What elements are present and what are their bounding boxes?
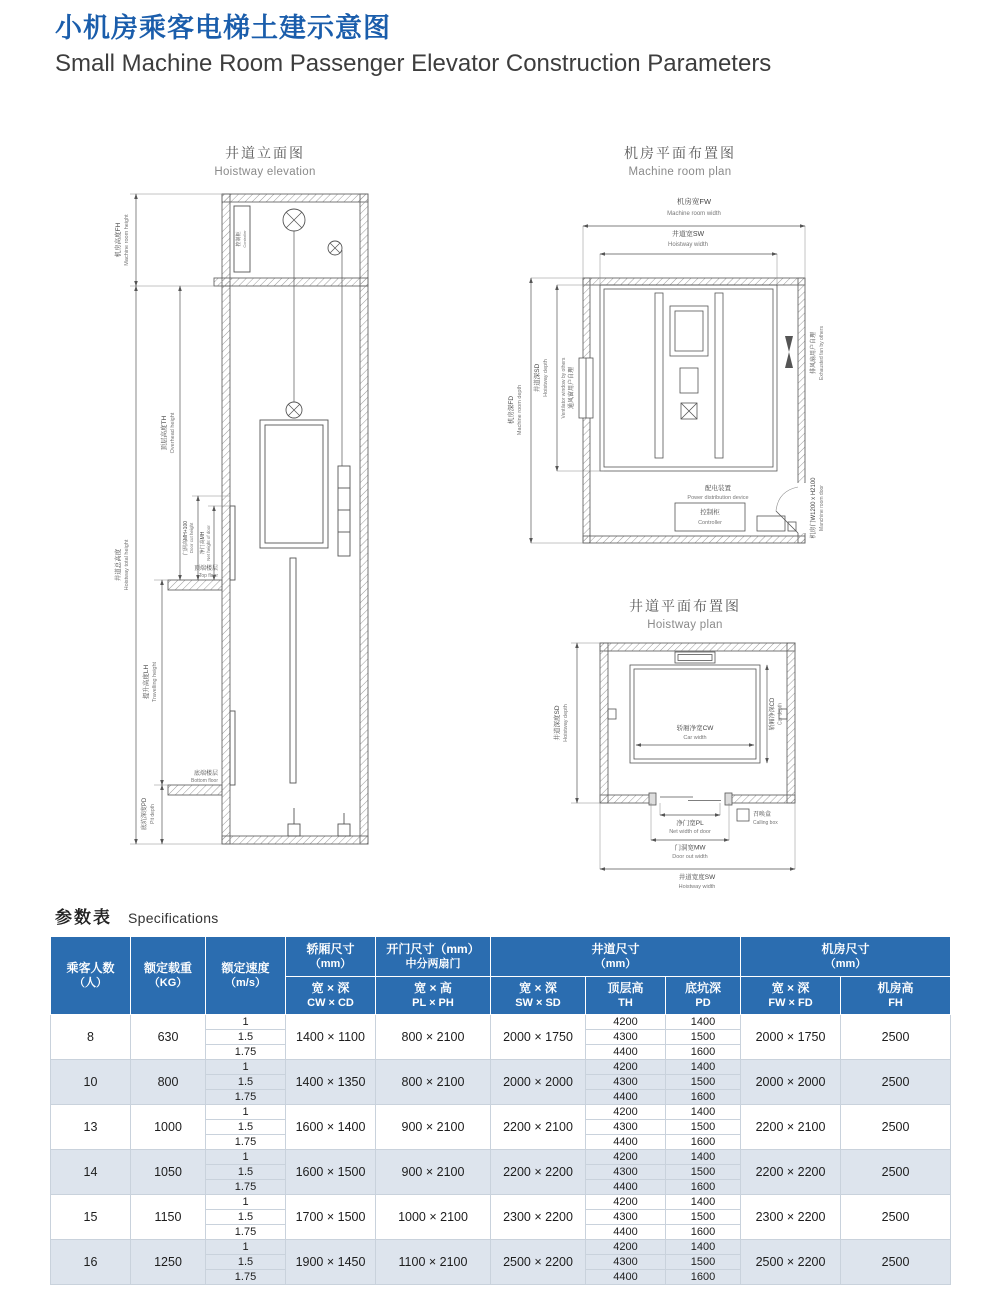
hoistway-depth-plan-label-en: Hoistway depth [563,704,569,742]
table-cell: 1400 [666,1105,741,1120]
table-cell: 2500 × 2200 [741,1240,841,1285]
machine-room-door-label-zh: 机房门W1200 x H2100 [811,477,817,539]
table-cell: 14 [51,1150,131,1195]
table-cell: 1600 [666,1045,741,1060]
cwt-buffer [338,824,350,836]
hoistway-total-height-label-zh: 井道总高度 [115,548,122,582]
page-title-zh: 小机房乘客电梯土建示意图 [55,13,391,43]
table-cell: 4300 [586,1030,666,1045]
page-title-en: Small Machine Room Passenger Elevator Construction Parameters [55,50,772,77]
exhaust-fan-symbol [785,336,793,368]
exhaust-fan-label-zh: 排风扇用户自理 [811,331,817,375]
table-cell: 4300 [586,1255,666,1270]
table-cell: 2500 [841,1060,951,1105]
table-cell: 1.5 [206,1120,286,1135]
table-cell: 1700 × 1500 [286,1195,376,1240]
machine-room-door-label-en: Manchine room door [819,485,825,531]
table-cell: 1500 [666,1165,741,1180]
table-cell: 900 × 2100 [376,1105,491,1150]
top-floor-label-zh: 顶端楼层 [193,566,218,572]
hoistway-plan-diagram [515,633,835,895]
table-cell: 4300 [586,1165,666,1180]
top-floor-label-en: Top floor [198,573,218,579]
table-cell: 10 [51,1060,131,1105]
table-cell: 1.75 [206,1225,286,1240]
power-unit [757,516,785,531]
table-cell: 2500 × 2200 [491,1240,586,1285]
table-cell: 1600 × 1400 [286,1105,376,1150]
table-cell: 1.5 [206,1165,286,1180]
hoistway-plan-title [545,596,825,631]
guide-rail [290,558,296,783]
table-cell: 4200 [586,1240,666,1255]
table-cell: 4200 [586,1015,666,1030]
table-cell: 1600 [666,1135,741,1150]
table-cell: 1400 × 1350 [286,1060,376,1105]
table-cell: 1400 [666,1060,741,1075]
table-cell: 1400 × 1100 [286,1015,376,1060]
table-cell: 1 [206,1150,286,1165]
hoistway-width-plan-label-en: Hoistway width [678,884,716,890]
table-cell: 1 [206,1195,286,1210]
machine-room-plan-title [540,143,820,178]
table-cell: 15 [51,1195,131,1240]
col-hoistway-size-group: 井道尺寸 （mm） [491,937,741,977]
table-cell: 1500 [666,1075,741,1090]
table-cell: 1600 [666,1270,741,1285]
overhead-height-label-en: Overhead height [170,412,176,454]
door-jamb-left [649,793,656,805]
bottom-floor-label-en: Bottom floor [191,778,218,784]
table-cell: 2500 [841,1015,951,1060]
table-cell: 2500 [841,1195,951,1240]
specs-table-body [51,1015,951,1285]
hoistway-width-label-zh: 井道宽SW [671,231,705,238]
table-cell: 2000 × 1750 [741,1015,841,1060]
door-cut-height-label-en: Door cut height [189,522,194,554]
calling-box-label-zh: 召唤盒 [753,812,772,818]
counterweight [338,466,350,556]
table-cell: 1400 [666,1195,741,1210]
table-cell: 1 [206,1015,286,1030]
table-cell: 1000 × 2100 [376,1195,491,1240]
col-load: 额定载重 （KG） [131,937,206,1015]
landing-door-bottom [230,711,235,785]
controller-box-label-zh: 控制柜 [700,509,720,516]
table-cell: 4400 [586,1135,666,1150]
hoistway-plan-title-en: Hoistway plan [647,619,723,631]
subcol-top-height: 顶层高 TH [586,977,666,1015]
table-cell: 4200 [586,1150,666,1165]
subcol-car-wd: 宽 × 深 CW × CD [286,977,376,1015]
table-cell: 4400 [586,1180,666,1195]
table-cell: 1250 [131,1240,206,1285]
pit-depth-label-zh: 底坑深度PD [142,797,148,831]
col-machine-size-group: 机房尺寸 （mm） [741,937,951,977]
car-depth-label-en: Car depth [777,703,784,725]
hoistway-walls [600,643,795,803]
table-cell: 630 [131,1015,206,1060]
hoistway-depth-label-en: Hoistway depth [543,359,549,397]
table-cell: 1050 [131,1150,206,1195]
hoistway-depth-label-zh: 井道深SD [534,363,541,393]
table-cell: 1.5 [206,1210,286,1225]
controller-box [675,503,745,531]
table-cell: 2200 × 2200 [741,1150,841,1195]
table-cell: 1600 × 1500 [286,1150,376,1195]
door-cut-width-label-zh: 门洞宽MW [674,844,706,852]
table-cell: 2200 × 2100 [491,1105,586,1150]
door-cut-width-label-en: Door out width [672,854,708,860]
table-cell: 4400 [586,1225,666,1240]
table-cell: 4200 [586,1105,666,1120]
subcol-hoistway-wd: 宽 × 深 SW × SD [491,977,586,1015]
machine-room-plan-diagram [505,188,850,563]
specs-heading-zh: 参数表 [55,908,112,927]
machine-room-height-label-zh: 机房高度FH [115,222,122,258]
table-cell: 900 × 2100 [376,1150,491,1195]
table-cell: 1.75 [206,1270,286,1285]
col-speed: 额定速度 （m/s） [206,937,286,1015]
car-width-label-en: Car width [683,735,707,741]
machine-room-depth-label-zh: 机房深FD [508,395,515,425]
controller-box-label-en: Controller [698,520,722,526]
traction-machine [670,306,708,356]
hoistway-width-plan-label-zh: 井道宽度SW [678,874,716,881]
specs-heading-en: Specifications [128,910,219,926]
car-width-label-zh: 轿厢净宽CW [676,725,714,732]
travelling-height-label-en: Travelling height [152,661,158,703]
table-cell: 1600 [666,1090,741,1105]
table-cell: 8 [51,1015,131,1060]
table-cell: 4200 [586,1060,666,1075]
rail-bracket-left [608,709,616,719]
net-door-height-label-en: Net height of door [206,525,211,561]
overhead-height-label-zh: 顶层高度TH [161,415,168,451]
table-cell: 2300 × 2200 [491,1195,586,1240]
table-cell: 800 × 2100 [376,1015,491,1060]
net-door-height-label-zh: 净门高MH [200,531,206,555]
table-cell: 1500 [666,1030,741,1045]
specs-table-header [51,937,951,1015]
landing-door-top [230,506,235,580]
table-cell: 1.5 [206,1030,286,1045]
table-cell: 1.5 [206,1075,286,1090]
controller-label-zh: 控制柜 [236,231,242,247]
col-door-size: 开门尺寸（mm） 中分两扇门 [376,937,491,977]
counterweight-plan [675,652,715,663]
table-cell: 4400 [586,1270,666,1285]
pit-depth-label-en: Pit depth [150,804,156,824]
table-cell: 800 × 2100 [376,1060,491,1105]
power-device-label-zh: 配电装置 [705,485,731,492]
table-cell: 1900 × 1450 [286,1240,376,1285]
ventilator-label-zh: 通风窗用户自理 [569,366,575,410]
machine-room-depth-label-en: Machine room depth [517,384,523,436]
hoistway-elevation-title [115,143,415,178]
power-device-label-en: Power distribution device [687,495,749,501]
hoistway-outline [600,285,777,471]
table-row [51,1150,951,1165]
table-cell: 16 [51,1240,131,1285]
table-cell: 1.75 [206,1180,286,1195]
machine-room-height-label-en: Machine room height [124,214,130,266]
table-cell: 1600 [666,1180,741,1195]
table-cell: 1 [206,1060,286,1075]
table-cell: 1500 [666,1120,741,1135]
hoistway-elevation-diagram [110,188,430,888]
table-cell: 2000 × 2000 [491,1060,586,1105]
table-row [51,1060,951,1075]
specs-table [50,936,951,1285]
table-cell: 2500 [841,1105,951,1150]
table-cell: 2500 [841,1240,951,1285]
bottom-floor-label-zh: 底端楼层 [193,771,218,777]
table-cell: 4300 [586,1210,666,1225]
machine-room-plan-title-en: Machine room plan [628,166,732,178]
calling-box [737,809,749,821]
table-cell: 1400 [666,1240,741,1255]
subcol-machine-wd: 宽 × 深 FW × FD [741,977,841,1015]
table-cell: 1 [206,1105,286,1120]
table-row [51,1195,951,1210]
subcol-machine-height: 机房高 FH [841,977,951,1015]
col-passengers: 乘客人数 （人） [51,937,131,1015]
table-row [51,1105,951,1120]
machine-room-width-label-en: Machine room width [667,211,721,217]
table-cell: 4300 [586,1075,666,1090]
specs-section-heading [55,903,219,928]
table-cell: 1.75 [206,1135,286,1150]
table-cell: 1500 [666,1255,741,1270]
table-cell: 1400 [666,1015,741,1030]
table-cell: 4200 [586,1195,666,1210]
table-cell: 800 [131,1060,206,1105]
table-cell: 2000 × 2000 [741,1060,841,1105]
table-cell: 1.75 [206,1045,286,1060]
table-row [51,1240,951,1255]
table-cell: 2500 [841,1150,951,1195]
car-outline [630,665,760,763]
table-cell: 1500 [666,1210,741,1225]
hoistway-depth-plan-label-zh: 井道深度SD [554,705,561,741]
controller-label-en: Controller [242,230,247,248]
machine-room-width-label-zh: 机房宽FW [676,197,712,206]
exhaust-fan-label-en: Exhausted fan by others [819,326,825,380]
subcol-pit-depth: 底坑深 PD [666,977,741,1015]
col-car-size: 轿厢尺寸 （mm） [286,937,376,977]
table-cell: 1.75 [206,1090,286,1105]
calling-box-label-en: Calling box [753,820,778,826]
table-cell: 1000 [131,1105,206,1150]
net-door-width-label-en: Net width of door [669,829,711,835]
subcol-door-wh: 宽 × 高 PL × PH [376,977,491,1015]
hoistway-width-label-en: Hoistway width [667,242,709,248]
net-door-width-label-zh: 净门宽PL [676,820,704,827]
hoistway-elevation-title-en: Hoistway elevation [214,166,316,178]
car-buffer [288,824,300,836]
table-cell: 4300 [586,1120,666,1135]
machine-room-plan-title-zh: 机房平面布置图 [624,145,736,161]
hoistway-plan-title-zh: 井道平面布置图 [629,598,741,614]
table-cell: 13 [51,1105,131,1150]
table-cell: 1100 × 2100 [376,1240,491,1285]
table-cell: 1600 [666,1225,741,1240]
door-jamb-right [725,793,732,805]
table-cell: 1400 [666,1150,741,1165]
table-cell: 4400 [586,1090,666,1105]
machine-room-door [776,483,806,533]
table-cell: 2000 × 1750 [491,1015,586,1060]
table-cell: 2200 × 2200 [491,1150,586,1195]
car-depth-label-zh: 轿厢净深CD [770,697,776,731]
hoistway-elevation-title-zh: 井道立面图 [225,145,305,161]
table-cell: 2200 × 2100 [741,1105,841,1150]
table-cell: 2300 × 2200 [741,1195,841,1240]
travelling-height-label-zh: 提升高度LH [143,664,150,700]
table-cell: 4400 [586,1045,666,1060]
table-cell: 1150 [131,1195,206,1240]
table-row [51,1015,951,1030]
door-cut-height-label-zh: 门洞高MH+100 [183,520,189,556]
hoistway-total-height-label-en: Hoistway total height [124,539,130,591]
ventilator-label-en: Ventilator window by others [561,357,567,419]
table-cell: 1 [206,1240,286,1255]
table-cell: 1.5 [206,1255,286,1270]
elevator-car [260,420,328,548]
